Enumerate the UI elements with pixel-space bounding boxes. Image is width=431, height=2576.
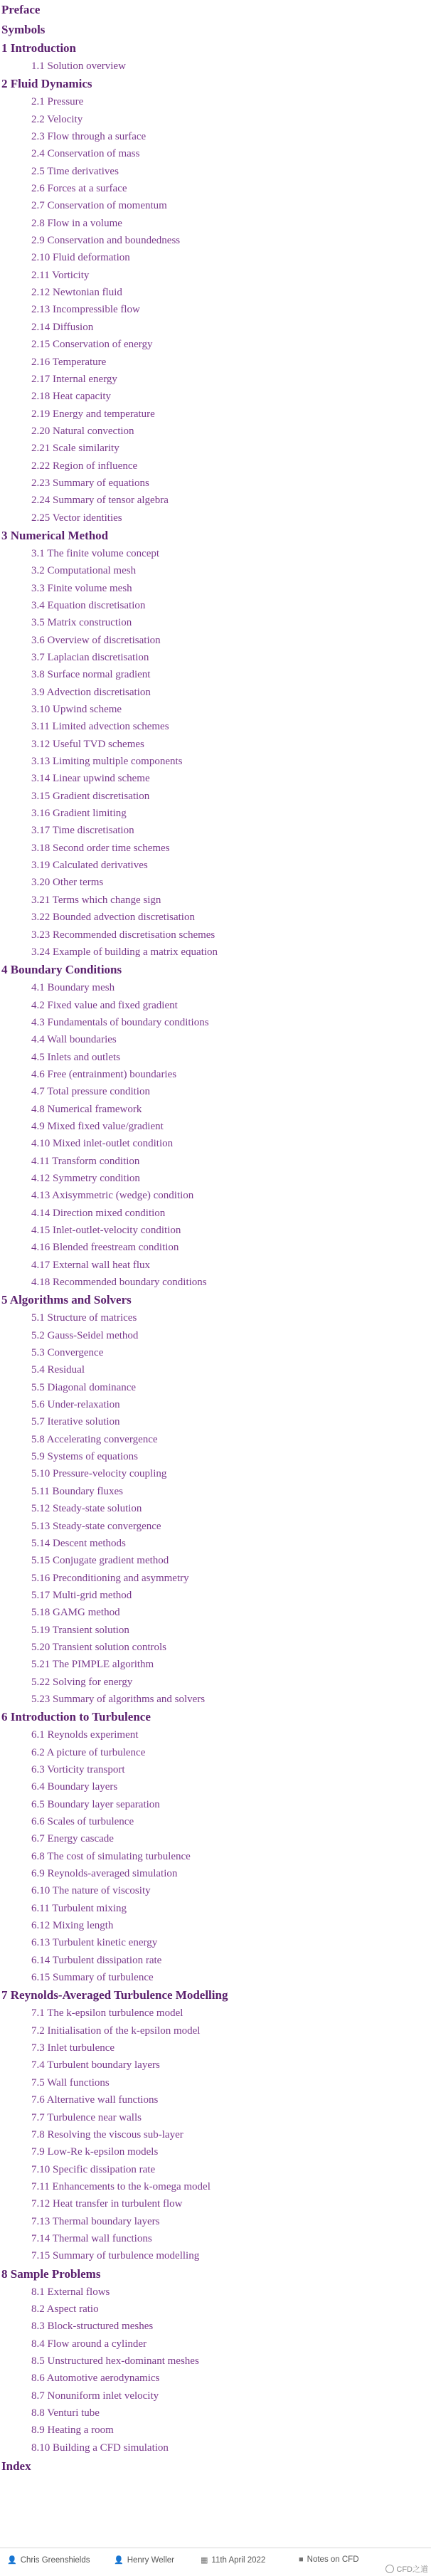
author-1[interactable] — [7, 2555, 90, 2565]
post-footer — [0, 2548, 431, 2576]
toc-section-link[interactable]: 3.21 Terms which change sign — [31, 894, 161, 906]
toc-chapter-title[interactable]: 1 Introduction — [1, 41, 77, 55]
author-1-name: Chris Greenshields — [20, 2555, 90, 2565]
watermark-text: CFD之道 — [396, 2565, 428, 2574]
toc-section-link[interactable]: 8.1 External flows — [31, 2286, 110, 2298]
toc-section-link[interactable]: 4.16 Blended freestream condition — [31, 1242, 179, 1254]
toc-section-link[interactable]: 6.10 The nature of viscosity — [31, 1885, 151, 1897]
toc-section-link[interactable]: 2.11 Vorticity — [31, 269, 90, 281]
author-2-name: Henry Weller — [127, 2555, 174, 2565]
toc-section-link[interactable]: 2.17 Internal energy — [31, 373, 117, 385]
toc-section-link[interactable]: 3.11 Limited advection schemes — [31, 721, 169, 733]
toc-section-link[interactable]: 6.4 Boundary layers — [31, 1781, 118, 1793]
toc-section-link[interactable]: 7.14 Thermal wall functions — [31, 2232, 152, 2244]
toc-section-link[interactable]: 5.21 The PIMPLE algorithm — [31, 1659, 154, 1671]
toc-section-link[interactable]: 6.1 Reynolds experiment — [31, 1729, 139, 1741]
toc-section-link[interactable]: 2.21 Scale similarity — [31, 443, 119, 455]
toc-section-link[interactable]: 3.24 Example of building a matrix equation — [31, 946, 218, 958]
toc-section-link[interactable]: 3.3 Finite volume mesh — [31, 582, 132, 594]
toc-section-link[interactable]: 7.4 Turbulent boundary layers — [31, 2059, 160, 2071]
toc-chapter-title[interactable]: 2 Fluid Dynamics — [1, 77, 92, 91]
toc-section-link[interactable]: 2.22 Region of influence — [31, 460, 138, 472]
toc-section-link[interactable]: 2.5 Time derivatives — [31, 165, 119, 177]
toc-section-link[interactable]: 6.15 Summary of turbulence — [31, 1972, 154, 1984]
toc-section-link[interactable]: 4.15 Inlet-outlet-velocity condition — [31, 1225, 181, 1236]
toc-section-link[interactable]: 7.11 Enhancements to the k-omega model — [31, 2180, 211, 2192]
toc-section-link[interactable]: 7.8 Resolving the viscous sub-layer — [31, 2128, 183, 2140]
toc-chapter-title[interactable]: 8 Sample Problems — [1, 2266, 101, 2281]
toc-section-link[interactable]: 3.8 Surface normal gradient — [31, 669, 151, 681]
toc-section-link[interactable]: 3.18 Second order time schemes — [31, 842, 170, 854]
author-2[interactable] — [114, 2555, 174, 2565]
toc-chapter — [0, 1291, 431, 1708]
toc-section-link[interactable]: 4.9 Mixed fixed value/gradient — [31, 1120, 164, 1132]
toc-section-link[interactable]: 3.1 The finite volume concept — [31, 547, 160, 559]
toc-section-link[interactable]: 8.10 Building a CFD simulation — [31, 2442, 169, 2454]
toc-section-link[interactable]: 2.13 Incompressible flow — [31, 304, 140, 316]
toc-section-link[interactable]: 3.16 Gradient limiting — [31, 808, 127, 820]
toc-section-link[interactable]: 8.9 Heating a room — [31, 2424, 114, 2437]
toc-chapter — [0, 1986, 431, 2264]
toc-symbols[interactable]: Symbols — [1, 22, 46, 36]
toc-section-link[interactable]: 1.1 Solution overview — [31, 60, 126, 72]
toc-chapters — [0, 39, 431, 2456]
toc-section-link[interactable]: 3.15 Gradient discretisation — [31, 790, 150, 802]
toc-index[interactable]: Index — [1, 2459, 31, 2474]
toc-section-link[interactable]: 5.16 Preconditioning and asymmetry — [31, 1572, 189, 1584]
watermark-logo-icon — [385, 2565, 394, 2573]
toc-section-link[interactable]: 3.14 Linear upwind scheme — [31, 773, 150, 785]
toc-section-link[interactable]: 5.20 Transient solution controls — [31, 1641, 167, 1653]
toc-section-link[interactable]: 2.19 Energy and temperature — [31, 408, 155, 420]
toc-section-link[interactable]: 4.6 Free (entrainment) boundaries — [31, 1068, 177, 1080]
toc-section-link[interactable]: 4.13 Axisymmetric (wedge) condition — [31, 1190, 194, 1202]
toc-section-link[interactable]: 5.19 Transient solution — [31, 1624, 129, 1636]
toc-section-link[interactable]: 4.12 Symmetry condition — [31, 1172, 140, 1184]
toc-section-link[interactable]: 5.8 Accelerating convergence — [31, 1433, 158, 1445]
post-category[interactable] — [299, 2555, 359, 2564]
toc-section-link[interactable]: 6.2 A picture of turbulence — [31, 1746, 146, 1758]
toc-section-link[interactable]: 7.5 Wall functions — [31, 2076, 110, 2089]
toc-section-link[interactable]: 4.17 External wall heat flux — [31, 1259, 151, 1271]
watermark — [385, 2563, 428, 2575]
toc-preface[interactable]: Preface — [1, 3, 41, 16]
toc-section-link[interactable]: 5.7 Iterative solution — [31, 1416, 120, 1428]
toc-section-link[interactable]: 7.15 Summary of turbulence modelling — [31, 2250, 200, 2262]
toc-section-link[interactable]: 5.22 Solving for energy — [31, 1676, 133, 1688]
toc-section-link[interactable]: 2.14 Diffusion — [31, 321, 94, 333]
toc-section-link[interactable]: 3.10 Upwind scheme — [31, 704, 122, 716]
toc-section-link[interactable]: 4.1 Boundary mesh — [31, 982, 115, 994]
toc-chapter — [0, 39, 431, 75]
toc-section-link[interactable]: 2.25 Vector identities — [31, 512, 122, 524]
folder-icon: ■ — [299, 2555, 304, 2564]
toc-section-link[interactable]: 2.1 Pressure — [31, 96, 84, 108]
toc-section-link[interactable]: 6.14 Turbulent dissipation rate — [31, 1954, 162, 1966]
toc-section-link[interactable]: 8.5 Unstructured hex-dominant meshes — [31, 2355, 199, 2367]
toc-section-link[interactable]: 5.14 Descent methods — [31, 1537, 126, 1549]
toc-section-link[interactable]: 2.6 Forces at a surface — [31, 183, 127, 195]
toc-section-link[interactable]: 3.6 Overview of discretisation — [31, 634, 161, 646]
toc-section-link[interactable]: 3.22 Bounded advection discretisation — [31, 912, 195, 924]
toc-chapter-title[interactable]: 7 Reynolds-Averaged Turbulence Modelling — [1, 1988, 228, 2002]
user-icon: 👤 — [114, 2556, 124, 2565]
toc-section-link[interactable]: 6.6 Scales of turbulence — [31, 1816, 134, 1827]
toc-section-link[interactable]: 2.18 Heat capacity — [31, 391, 112, 403]
toc-section-link[interactable]: 5.17 Multi-grid method — [31, 1589, 132, 1601]
toc-section-link[interactable]: 4.2 Fixed value and fixed gradient — [31, 999, 178, 1011]
toc-section-link[interactable]: 7.12 Heat transfer in turbulent flow — [31, 2198, 183, 2210]
toc-section-link[interactable]: 3.12 Useful TVD schemes — [31, 738, 144, 750]
toc-section-link[interactable]: 2.16 Temperature — [31, 356, 107, 368]
toc-section-link[interactable]: 5.11 Boundary fluxes — [31, 1485, 124, 1497]
toc-section-link[interactable]: 8.6 Automotive aerodynamics — [31, 2372, 160, 2385]
toc-section-link[interactable]: 6.9 Reynolds-averaged simulation — [31, 1868, 178, 1880]
toc-chapter-title[interactable]: 3 Numerical Method — [1, 528, 109, 542]
toc-section-link[interactable]: 8.2 Aspect ratio — [31, 2303, 99, 2315]
toc-section-link[interactable]: 2.8 Flow in a volume — [31, 217, 122, 229]
toc-section-link[interactable]: 6.8 The cost of simulating turbulence — [31, 1850, 191, 1862]
toc-section-link[interactable]: 5.15 Conjugate gradient method — [31, 1555, 169, 1567]
toc-chapter-title[interactable]: 4 Boundary Conditions — [1, 963, 122, 977]
toc-section-link[interactable]: 5.1 Structure of matrices — [31, 1312, 137, 1324]
toc-chapter — [0, 75, 431, 527]
toc-section-link[interactable]: 8.3 Block-structured meshes — [31, 2321, 154, 2333]
toc-section-link[interactable]: 3.9 Advection discretisation — [31, 686, 151, 698]
toc-section-link[interactable]: 4.5 Inlets and outlets — [31, 1051, 120, 1063]
toc-section-link[interactable]: 8.7 Nonuniform inlet velocity — [31, 2390, 159, 2402]
toc-section-link[interactable]: 8.8 Venturi tube — [31, 2407, 100, 2419]
toc-section-link[interactable]: 3.4 Equation discretisation — [31, 599, 146, 611]
toc-section-link[interactable]: 2.20 Natural convection — [31, 425, 134, 437]
toc-section-link[interactable]: 5.3 Convergence — [31, 1347, 104, 1359]
toc-section-link[interactable]: 5.4 Residual — [31, 1364, 85, 1376]
toc-chapter-title[interactable]: 6 Introduction to Turbulence — [1, 1710, 151, 1724]
calendar-icon: ▦ — [201, 2556, 208, 2565]
toc-chapter-title[interactable]: 5 Algorithms and Solvers — [1, 1293, 132, 1307]
toc-section-link[interactable]: 3.13 Limiting multiple components — [31, 756, 183, 768]
toc-section-link[interactable]: 5.10 Pressure-velocity coupling — [31, 1468, 167, 1480]
toc-section-link[interactable]: 4.4 Wall boundaries — [31, 1034, 117, 1046]
toc-section-link[interactable]: 3.20 Other terms — [31, 877, 104, 889]
toc-section-link[interactable]: 4.8 Numerical framework — [31, 1103, 142, 1115]
toc-section-link[interactable]: 5.13 Steady-state convergence — [31, 1520, 161, 1532]
toc-section-link[interactable]: 2.23 Summary of equations — [31, 477, 149, 489]
toc-section-link[interactable]: 2.4 Conservation of mass — [31, 148, 140, 160]
toc-section-link[interactable]: 2.7 Conservation of momentum — [31, 200, 167, 212]
toc-section-link[interactable]: 3.5 Matrix construction — [31, 617, 132, 629]
post-category-text: Notes on CFD — [307, 2555, 359, 2564]
user-icon: 👤 — [7, 2556, 17, 2565]
toc-section-link[interactable]: 6.13 Turbulent kinetic energy — [31, 1937, 158, 1949]
toc-section-link[interactable]: 8.4 Flow around a cylinder — [31, 2338, 147, 2350]
toc-section-link[interactable]: 4.18 Recommended boundary conditions — [31, 1277, 207, 1289]
toc-section-link[interactable]: 3.19 Calculated derivatives — [31, 860, 148, 872]
toc-section-link[interactable]: 7.9 Low-Re k-epsilon models — [31, 2146, 159, 2158]
toc-section-link[interactable]: 5.23 Summary of algorithms and solvers — [31, 1693, 206, 1705]
toc-chapter — [0, 961, 431, 1291]
toc-section-link[interactable]: 2.3 Flow through a surface — [31, 131, 147, 143]
toc-chapter — [0, 1708, 431, 1986]
toc-section-link[interactable]: 7.10 Specific dissipation rate — [31, 2163, 156, 2175]
toc-section-link[interactable]: 2.2 Velocity — [31, 113, 83, 125]
toc-section-link[interactable]: 7.6 Alternative wall functions — [31, 2094, 159, 2106]
toc-section-link[interactable]: 4.7 Total pressure condition — [31, 1086, 150, 1098]
toc-section-link[interactable]: 2.15 Conservation of energy — [31, 339, 153, 351]
toc-section-link[interactable]: 5.2 Gauss-Seidel method — [31, 1329, 139, 1341]
toc-section-link[interactable]: 3.23 Recommended discretisation schemes — [31, 929, 216, 941]
toc-section-link[interactable]: 4.11 Transform condition — [31, 1155, 140, 1167]
toc-section-link[interactable]: 7.3 Inlet turbulence — [31, 2042, 115, 2054]
toc-section-link[interactable]: 7.1 The k-epsilon turbulence model — [31, 2007, 183, 2020]
post-date — [201, 2555, 265, 2565]
toc-section-link[interactable]: 2.24 Summary of tensor algebra — [31, 495, 169, 507]
toc-section-link[interactable]: 2.9 Conservation and boundedness — [31, 235, 181, 247]
toc-section-link[interactable]: 3.17 Time discretisation — [31, 825, 134, 837]
toc-section-link[interactable]: 3.7 Laplacian discretisation — [31, 652, 149, 663]
toc-section-link[interactable]: 2.12 Newtonian fluid — [31, 287, 122, 299]
toc-section-link[interactable]: 5.12 Steady-state solution — [31, 1503, 142, 1515]
toc-section-link[interactable]: 5.9 Systems of equations — [31, 1451, 138, 1463]
toc-section-link[interactable]: 4.3 Fundamentals of boundary conditions — [31, 1016, 209, 1028]
toc-section-link[interactable]: 4.14 Direction mixed condition — [31, 1207, 166, 1219]
toc-section-link[interactable]: 5.6 Under-relaxation — [31, 1399, 120, 1411]
toc-section-link[interactable]: 6.7 Energy cascade — [31, 1833, 114, 1845]
toc-section-link[interactable]: 6.12 Mixing length — [31, 1920, 114, 1932]
toc-chapter — [0, 527, 431, 961]
toc-section-link[interactable]: 5.18 GAMG method — [31, 1607, 120, 1619]
toc-section-link[interactable]: 2.10 Fluid deformation — [31, 252, 130, 264]
toc-section-link[interactable]: 6.11 Turbulent mixing — [31, 1902, 127, 1914]
toc-section-link[interactable]: 6.3 Vorticity transport — [31, 1763, 125, 1775]
toc-section-link[interactable]: 3.2 Computational mesh — [31, 565, 137, 577]
toc-section-link[interactable]: 6.5 Boundary layer separation — [31, 1798, 160, 1810]
toc-chapter — [0, 2265, 431, 2456]
toc-section-link[interactable]: 7.2 Initialisation of the k-epsilon model — [31, 2025, 201, 2037]
toc-section-link[interactable]: 7.13 Thermal boundary layers — [31, 2215, 160, 2227]
post-date-text: 11th April 2022 — [211, 2555, 266, 2565]
toc-section-link[interactable]: 7.7 Turbulence near walls — [31, 2111, 142, 2123]
toc-section-link[interactable]: 4.10 Mixed inlet-outlet condition — [31, 1138, 174, 1150]
toc-section-link[interactable]: 5.5 Diagonal dominance — [31, 1381, 137, 1393]
